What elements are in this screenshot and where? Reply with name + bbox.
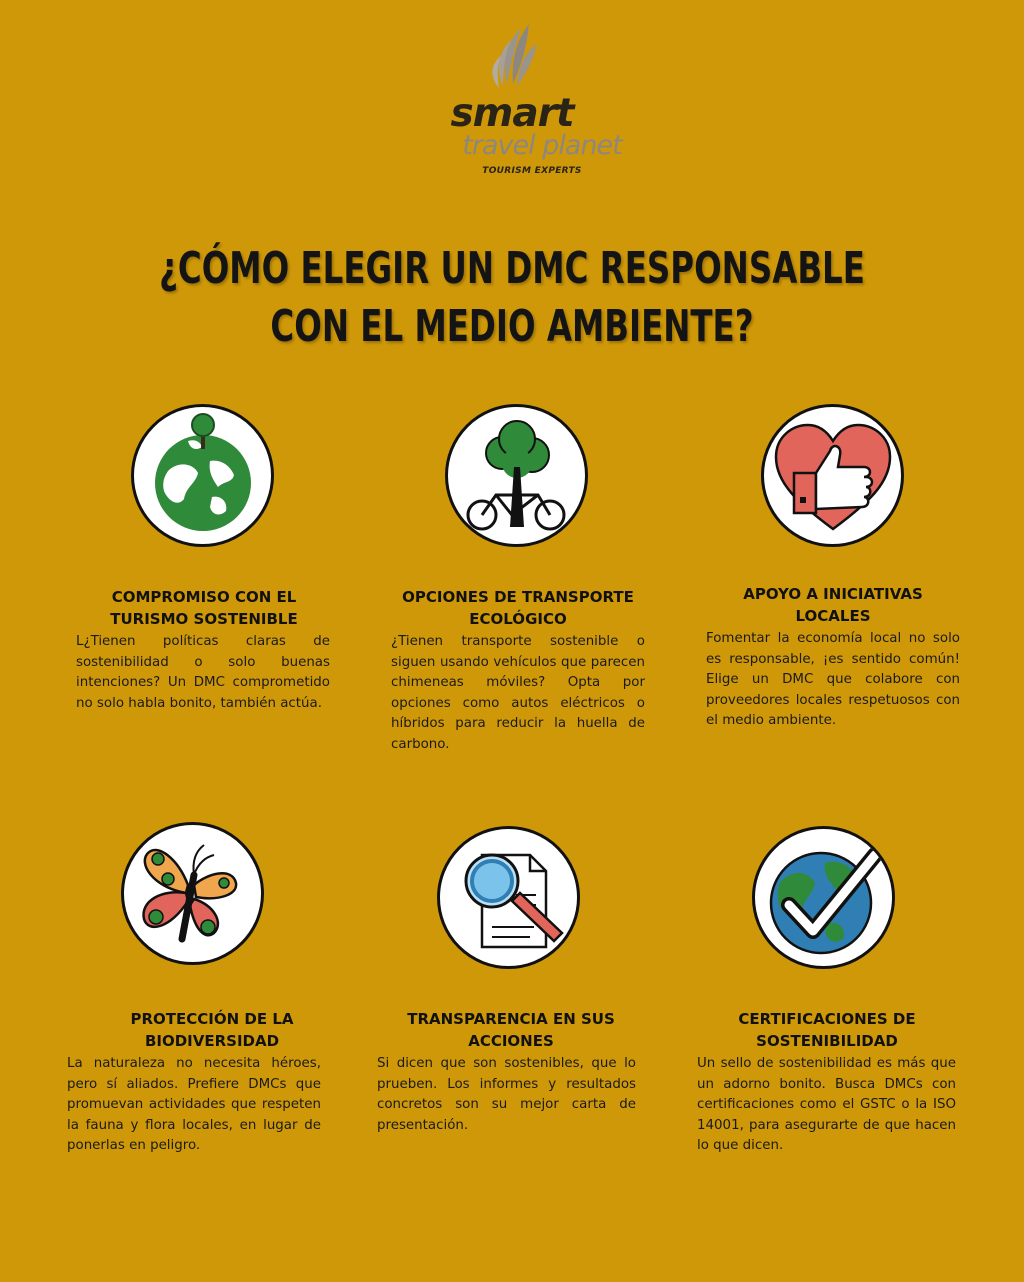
magnifier-document-icon [437, 826, 580, 969]
card-title: COMPROMISO CON EL TURISMO SOSTENIBLE [110, 588, 298, 628]
brand-name-travel-planet: travel planet [462, 130, 622, 161]
heart-thumbs-up-icon [761, 404, 904, 547]
page-title [92, 240, 932, 356]
card-title: APOYO A INICIATIVAS LOCALES [743, 585, 923, 625]
card-title: PROTECCIÓN DE LA BIODIVERSIDAD [130, 1010, 294, 1050]
card-body: Fomentar la economía local no solo es responsable, ¡es sentido común! Elige un DMC que colabore con proveedores locales respetuosos con el medio ambiente. [706, 631, 960, 729]
brand-logo [0, 22, 1024, 176]
card-body: Un sello de sostenibilidad es más que un adorno bonito. Busca DMCs con certificaciones como el GSTC o la ISO 14001, para asegurarte de que hacen lo que dicen. [697, 1056, 956, 1154]
card-body: Si dicen que son sostenibles, que lo prueben. Los informes y resultados concretos son su mejor carta de presentación. [377, 1056, 636, 1133]
card-body: La naturaleza no necesita héroes, pero sí aliados. Prefiere DMCs que promuevan actividades que respeten la fauna y flora locales, en lugar de ponerlas en peligro. [67, 1056, 321, 1154]
butterfly-icon [121, 822, 264, 965]
card-title: CERTIFICACIONES DE SOSTENIBILIDAD [738, 1010, 916, 1050]
globe-tree-icon [131, 404, 274, 547]
palm-leaf-icon [477, 22, 547, 94]
brand-tagline: TOURISM EXPERTS [482, 166, 582, 176]
tree-bicycle-icon [445, 404, 588, 547]
card-body: ¿Tienen transporte sostenible o siguen usando vehículos que parecen chimeneas móviles? Opta por opciones como autos eléctricos o híbridos para reducir la huella de carbono. [391, 634, 645, 752]
page-title-line-1: ¿CÓMO ELEGIR UN DMC RESPONSABLE [159, 243, 865, 294]
brand-name-smart: smart [450, 91, 574, 136]
page-title-line-2: CON EL MEDIO AMBIENTE? [270, 301, 754, 352]
card-title: OPCIONES DE TRANSPORTE ECOLÓGICO [402, 588, 634, 628]
card-body: L¿Tienen políticas claras de sostenibilidad o solo buenas intenciones? Un DMC comprometido no solo habla bonito, también actúa. [76, 634, 330, 711]
globe-check-icon [752, 826, 895, 969]
card-title: TRANSPARENCIA EN SUS ACCIONES [407, 1010, 615, 1050]
